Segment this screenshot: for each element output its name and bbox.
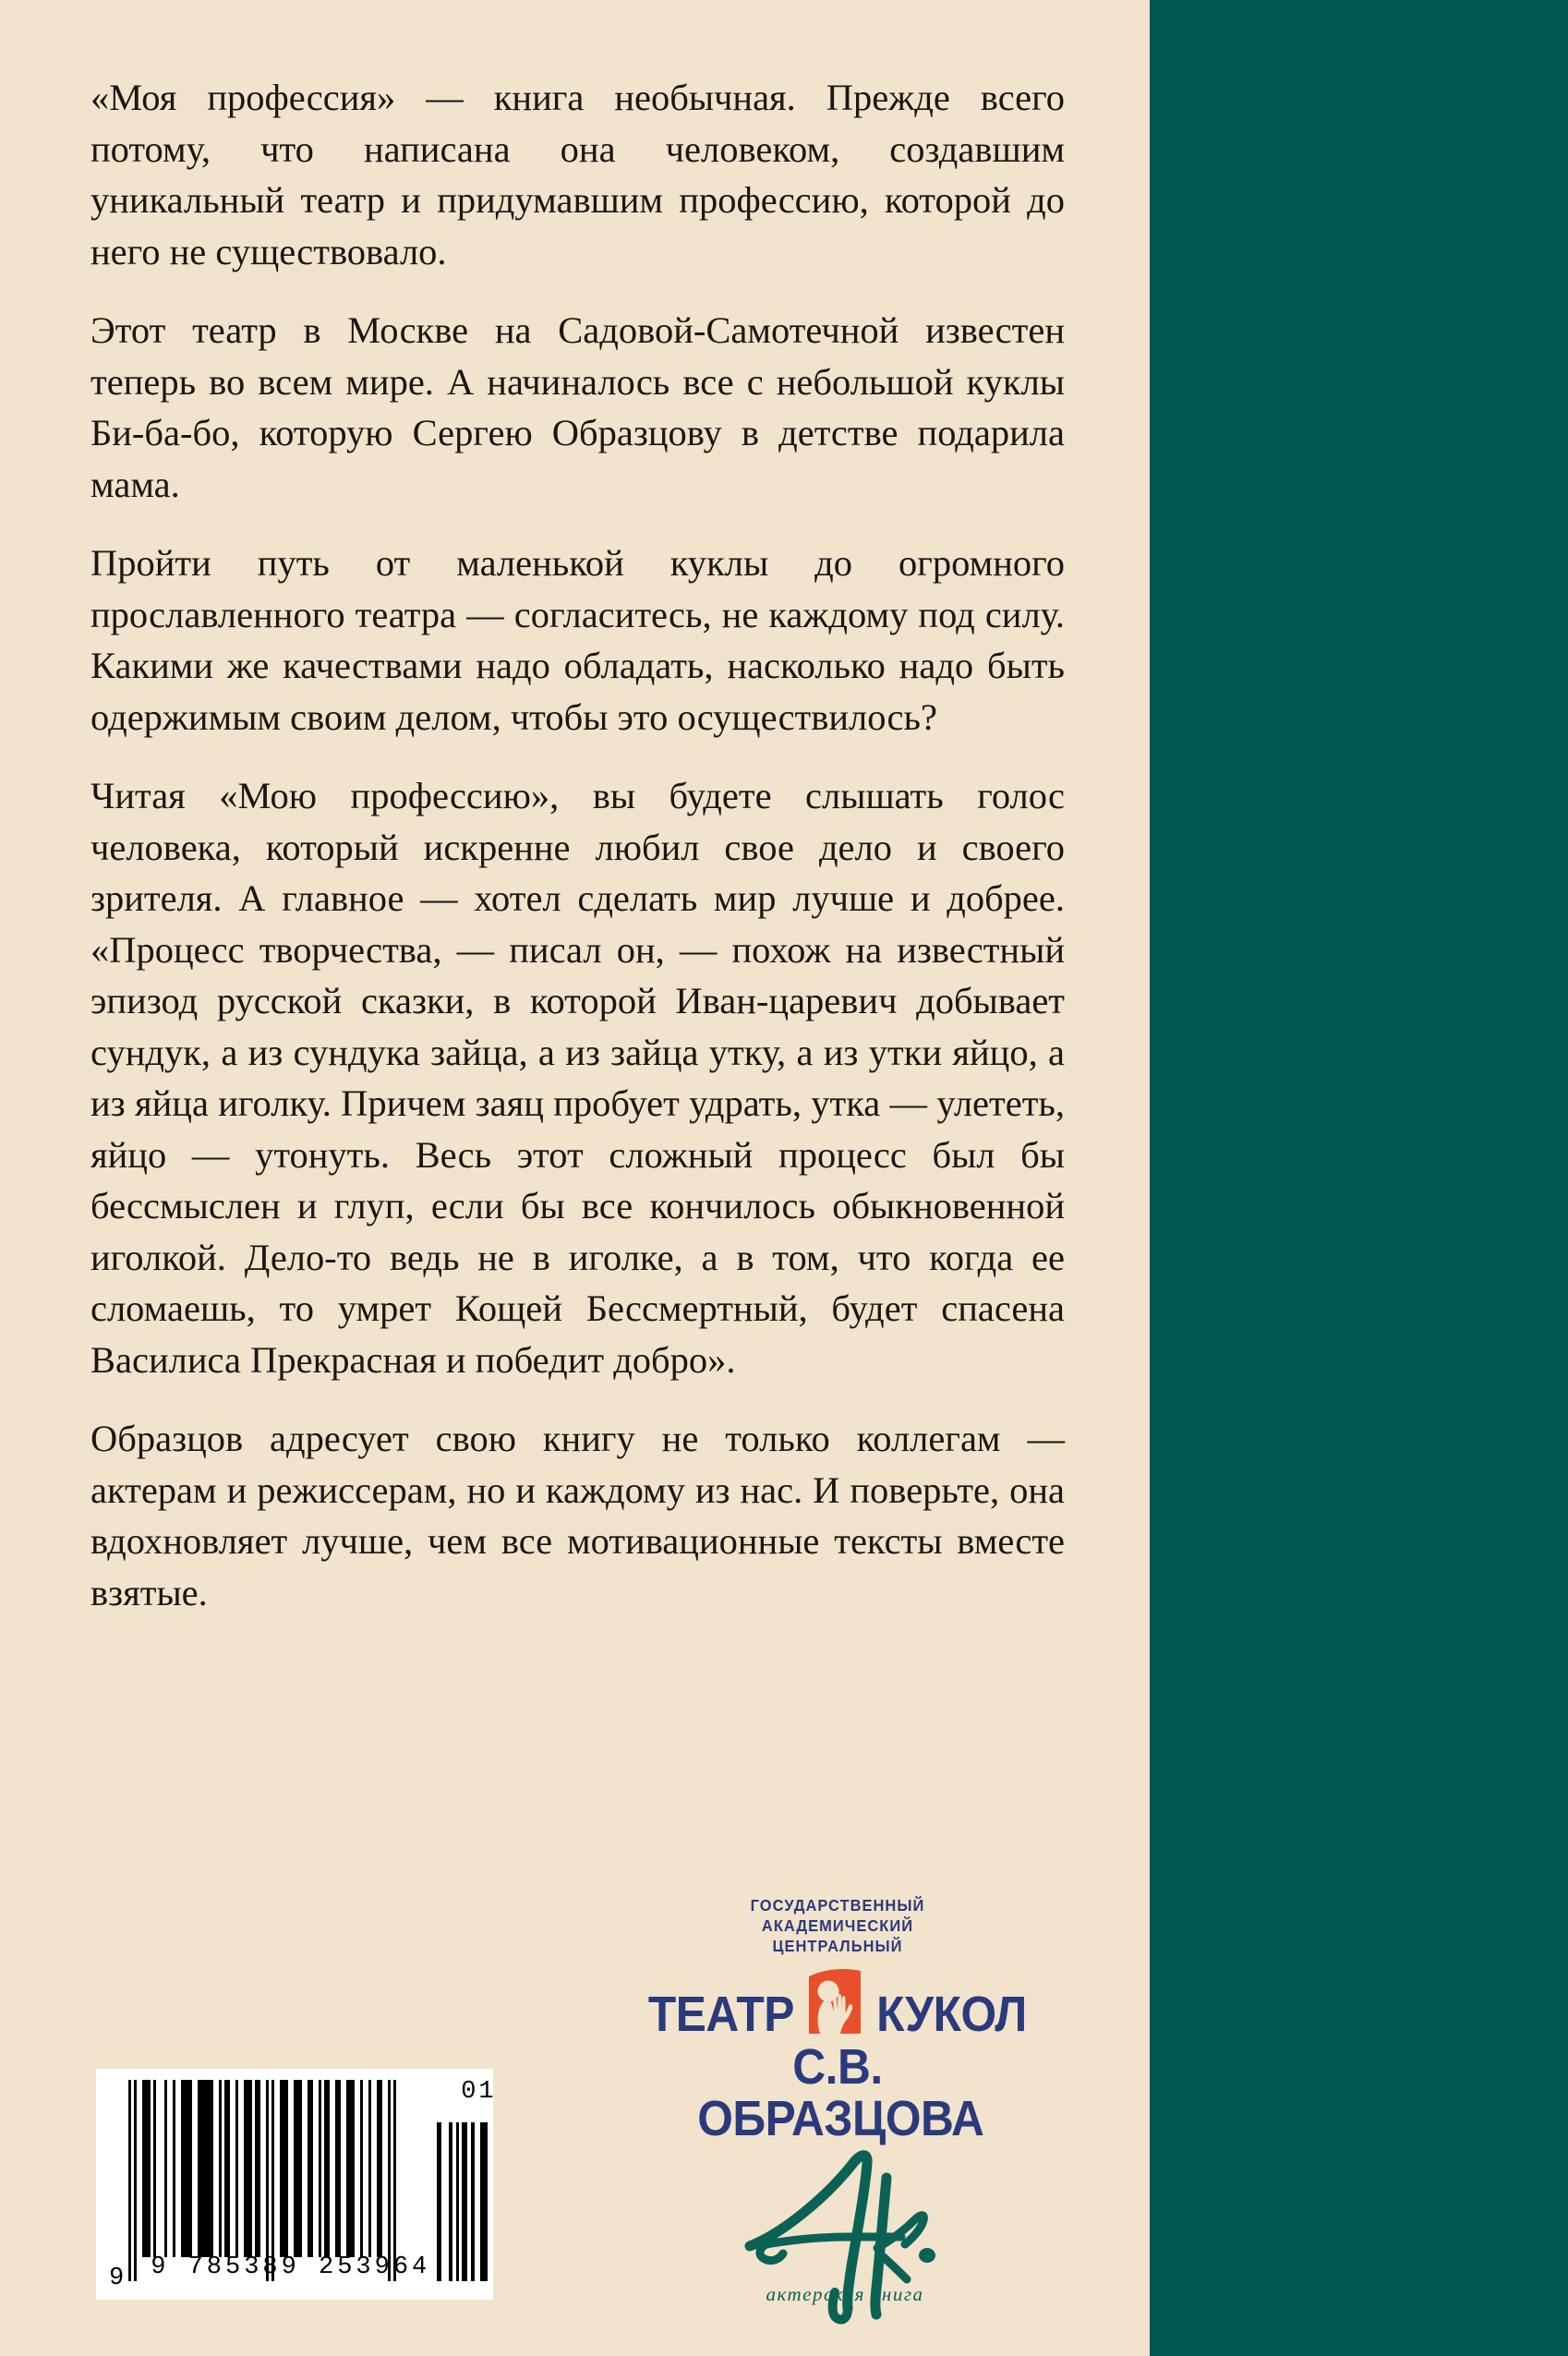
barcode-number: 9 785389 253964 <box>151 2253 431 2281</box>
theatre-logo-word-kukol: КУКОЛ <box>876 1987 1028 2042</box>
spine-panel <box>1150 0 1568 2356</box>
barcode-addon-number: 01 <box>461 2078 497 2106</box>
blurb-paragraph-3: Пройти путь от маленькой куклы до огромного прославленного театра — согласитесь, не каждому под силу. Какими же качествами надо обладать, насколько надо быть одержимым своим делом, чтобы это осуществилось? <box>90 542 1065 738</box>
barcode <box>96 2069 497 2300</box>
theatre-logo-line2: АКАДЕМИЧЕСКИЙ ЦЕНТРАЛЬНЫЙ <box>761 1916 914 1955</box>
theatre-logo-main-row <box>647 1967 1028 2042</box>
puppet-hand-icon <box>803 1967 866 2039</box>
imprint-logo <box>739 2145 951 2343</box>
theatre-logo-line-bottom: С.В. ОБРАЗЦОВА <box>697 2039 984 2146</box>
theatre-logo <box>647 1895 1028 2146</box>
ak-monogram-icon <box>739 2145 951 2343</box>
barcode-addon <box>437 2078 497 2285</box>
theatre-logo-line1: ГОСУДАРСТВЕННЫЙ <box>750 1896 925 1915</box>
blurb-paragraph-2: Этот театр в Москве на Садовой-Самотечной известен теперь во всем мире. А начиналось все с небольшой куклы Би-ба-бо, которую Сергею Образцову в детстве подарила мама. <box>90 309 1065 505</box>
blurb-text <box>90 72 1065 1618</box>
barcode-lead-digit: 9 <box>109 2265 125 2292</box>
blurb-paragraph-4: Читая «Мою профессию», вы будете слышать голос человека, который искренне любил свое дело и своего зрителя. А главное — хотел сделать мир лучше и добрее. «Процесс творчества, — писал он, — похож на известный эпизод русской сказки, в которой Иван-царевич добывает сундук, а из сундука зайца, а из зайца утку, а из утки яйцо, а из яйца иголку. Причем заяц пробует удрать, утка — улететь, яйцо — утонуть. Весь этот сложный процесс был бы бессмыслен и глуп, если бы все кончилось обыкновенной иголкой. Дело-то ведь не в иголке, а в том, что когда ее сломаешь, то умрет Кощей Бессмертный, будет спасена Василиса Прекрасная и победит добро». <box>90 775 1065 1381</box>
theatre-logo-word-teatr: ТЕАТР <box>647 1987 794 2042</box>
imprint-caption: актерская книга <box>766 2283 924 2305</box>
blurb-paragraph-5: Образцов адресует свою книгу не только коллегам — актерам и режиссерам, но и каждому из нас. И поверьте, она вдохновляет лучше, чем все мотивационные тексты вместе взятые. <box>90 1418 1065 1613</box>
blurb-paragraph-1: «Моя профессия» — книга необычная. Прежде всего потому, что написана она человеком, создавшим уникальный театр и придумавшим профессию, которой до него не существовало. <box>90 77 1065 272</box>
barcode-bars <box>127 2080 431 2285</box>
